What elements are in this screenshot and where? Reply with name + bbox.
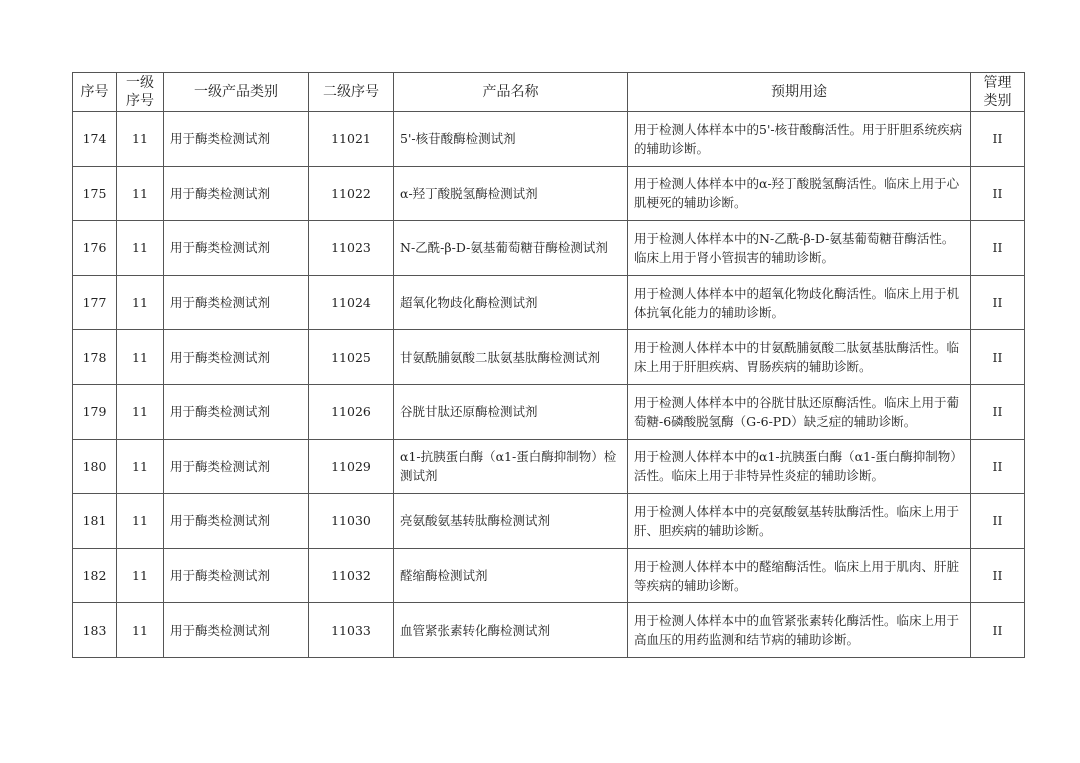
table-row [73, 275, 1025, 330]
cell-product-name: 5'-核苷酸酶检测试剂 [394, 112, 628, 167]
table-row [73, 330, 1025, 385]
cell-level1-category: 用于酶类检测试剂 [164, 275, 309, 330]
cell-seq: 174 [73, 112, 117, 167]
cell-seq: 179 [73, 384, 117, 439]
cell-mgmt-class: II [971, 221, 1025, 276]
cell-intended-use: 用于检测人体样本中的谷胱甘肽还原酶活性。临床上用于葡萄糖-6磷酸脱氢酶（G-6-PD）缺乏症的辅助诊断。 [628, 384, 971, 439]
cell-level1-seq: 11 [117, 221, 164, 276]
cell-level1-seq: 11 [117, 112, 164, 167]
cell-intended-use: 用于检测人体样本中的超氧化物歧化酶活性。临床上用于机体抗氧化能力的辅助诊断。 [628, 275, 971, 330]
cell-product-name: 超氧化物歧化酶检测试剂 [394, 275, 628, 330]
cell-level2-seq: 11023 [309, 221, 394, 276]
header-intended-use: 预期用途 [628, 73, 971, 112]
cell-level1-seq: 11 [117, 494, 164, 549]
table-row [73, 166, 1025, 221]
cell-intended-use: 用于检测人体样本中的血管紧张素转化酶活性。临床上用于高血压的用药监测和结节病的辅助诊断。 [628, 603, 971, 658]
cell-mgmt-class: II [971, 548, 1025, 603]
cell-level1-category: 用于酶类检测试剂 [164, 548, 309, 603]
cell-intended-use: 用于检测人体样本中的亮氨酸氨基转肽酶活性。临床上用于肝、胆疾病的辅助诊断。 [628, 494, 971, 549]
cell-seq: 180 [73, 439, 117, 494]
header-level1-category: 一级产品类别 [164, 73, 309, 112]
table-row [73, 603, 1025, 658]
cell-mgmt-class: II [971, 330, 1025, 385]
cell-level1-seq: 11 [117, 275, 164, 330]
cell-mgmt-class: II [971, 439, 1025, 494]
cell-product-name: 血管紧张素转化酶检测试剂 [394, 603, 628, 658]
cell-product-name: α-羟丁酸脱氢酶检测试剂 [394, 166, 628, 221]
cell-product-name: N-乙酰-β-D-氨基葡萄糖苷酶检测试剂 [394, 221, 628, 276]
cell-level1-seq: 11 [117, 439, 164, 494]
cell-level2-seq: 11026 [309, 384, 394, 439]
cell-level1-seq: 11 [117, 548, 164, 603]
cell-seq: 177 [73, 275, 117, 330]
cell-product-name: α1-抗胰蛋白酶（α1-蛋白酶抑制物）检测试剂 [394, 439, 628, 494]
table-row [73, 221, 1025, 276]
cell-seq: 181 [73, 494, 117, 549]
cell-mgmt-class: II [971, 112, 1025, 167]
cell-intended-use: 用于检测人体样本中的甘氨酰脯氨酸二肽氨基肽酶活性。临床上用于肝胆疾病、胃肠疾病的辅助诊断。 [628, 330, 971, 385]
cell-level1-category: 用于酶类检测试剂 [164, 112, 309, 167]
cell-level2-seq: 11021 [309, 112, 394, 167]
cell-intended-use: 用于检测人体样本中的α-羟丁酸脱氢酶活性。临床上用于心肌梗死的辅助诊断。 [628, 166, 971, 221]
cell-intended-use: 用于检测人体样本中的5'-核苷酸酶活性。用于肝胆系统疾病的辅助诊断。 [628, 112, 971, 167]
cell-level2-seq: 11032 [309, 548, 394, 603]
cell-mgmt-class: II [971, 166, 1025, 221]
cell-level1-seq: 11 [117, 330, 164, 385]
header-level2-seq: 二级序号 [309, 73, 394, 112]
header-mgmt-class: 管理类别 [971, 73, 1025, 112]
cell-level2-seq: 11030 [309, 494, 394, 549]
cell-mgmt-class: II [971, 603, 1025, 658]
cell-level2-seq: 11024 [309, 275, 394, 330]
cell-level2-seq: 11029 [309, 439, 394, 494]
cell-level1-seq: 11 [117, 384, 164, 439]
table-row [73, 112, 1025, 167]
cell-level1-category: 用于酶类检测试剂 [164, 439, 309, 494]
table-row [73, 384, 1025, 439]
cell-product-name: 甘氨酰脯氨酸二肽氨基肽酶检测试剂 [394, 330, 628, 385]
classification-table [72, 72, 1025, 658]
cell-seq: 178 [73, 330, 117, 385]
cell-level1-seq: 11 [117, 603, 164, 658]
header-product-name: 产品名称 [394, 73, 628, 112]
cell-intended-use: 用于检测人体样本中的α1-抗胰蛋白酶（α1-蛋白酶抑制物）活性。临床上用于非特异性炎症的辅助诊断。 [628, 439, 971, 494]
cell-mgmt-class: II [971, 494, 1025, 549]
table-row [73, 439, 1025, 494]
cell-level1-category: 用于酶类检测试剂 [164, 384, 309, 439]
cell-level1-category: 用于酶类检测试剂 [164, 603, 309, 658]
cell-mgmt-class: II [971, 384, 1025, 439]
cell-seq: 175 [73, 166, 117, 221]
table-row [73, 548, 1025, 603]
cell-level1-category: 用于酶类检测试剂 [164, 221, 309, 276]
cell-level1-category: 用于酶类检测试剂 [164, 330, 309, 385]
cell-level2-seq: 11033 [309, 603, 394, 658]
cell-level1-seq: 11 [117, 166, 164, 221]
cell-mgmt-class: II [971, 275, 1025, 330]
cell-level2-seq: 11025 [309, 330, 394, 385]
header-seq: 序号 [73, 73, 117, 112]
table-header-row [73, 73, 1025, 112]
table-row [73, 494, 1025, 549]
cell-seq: 176 [73, 221, 117, 276]
cell-level1-category: 用于酶类检测试剂 [164, 166, 309, 221]
cell-product-name: 亮氨酸氨基转肽酶检测试剂 [394, 494, 628, 549]
cell-product-name: 谷胱甘肽还原酶检测试剂 [394, 384, 628, 439]
cell-level2-seq: 11022 [309, 166, 394, 221]
cell-product-name: 醛缩酶检测试剂 [394, 548, 628, 603]
cell-seq: 183 [73, 603, 117, 658]
cell-intended-use: 用于检测人体样本中的醛缩酶活性。临床上用于肌肉、肝脏等疾病的辅助诊断。 [628, 548, 971, 603]
cell-seq: 182 [73, 548, 117, 603]
cell-level1-category: 用于酶类检测试剂 [164, 494, 309, 549]
header-level1-seq: 一级序号 [117, 73, 164, 112]
cell-intended-use: 用于检测人体样本中的N-乙酰-β-D-氨基葡萄糖苷酶活性。临床上用于肾小管损害的辅助诊断。 [628, 221, 971, 276]
